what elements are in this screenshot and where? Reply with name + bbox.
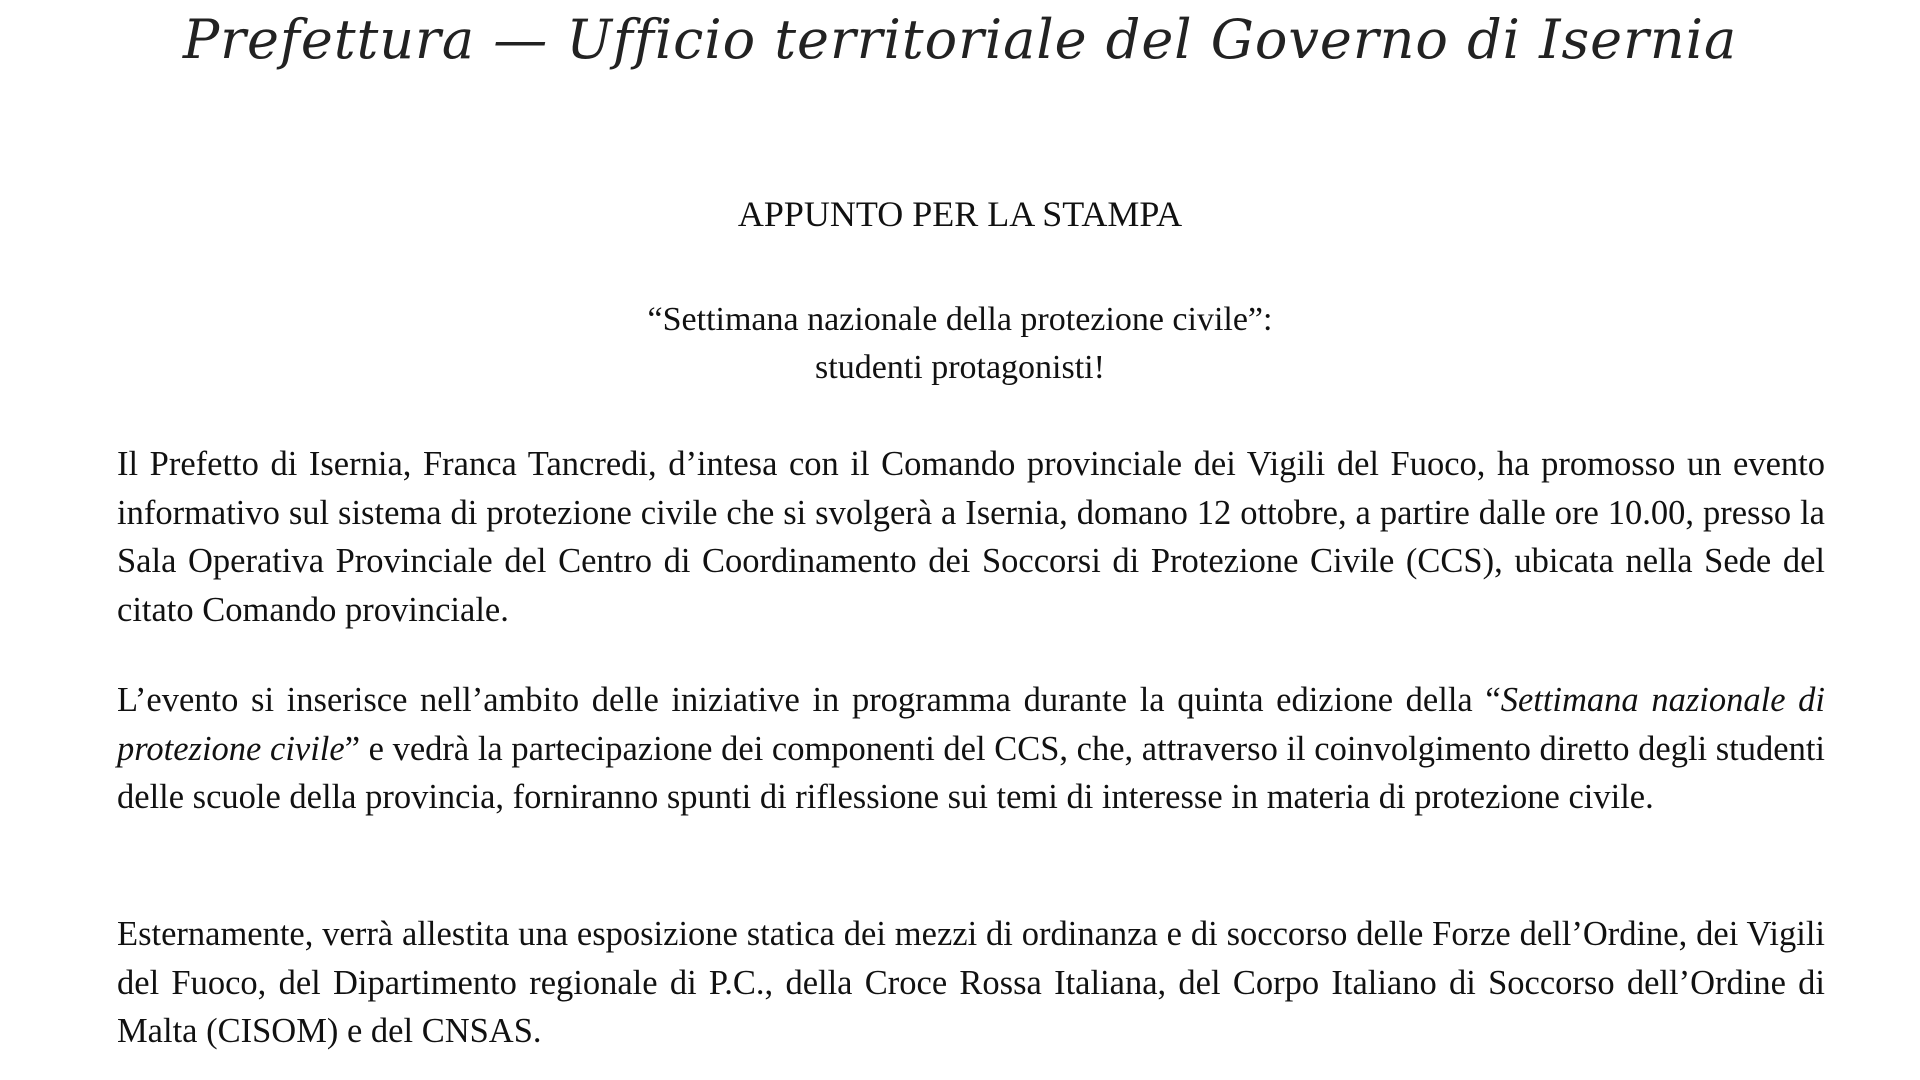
letterhead: Prefettura — Ufficio territoriale del Governo di Isernia [182, 8, 1738, 71]
paragraph-2 [117, 676, 1825, 822]
subject-heading [0, 296, 1920, 392]
paragraph-3: Esternamente, verrà allestita una esposizione statica dei mezzi di ordinanza e di soccorso delle Forze dell’Ordine, dei Vigili del Fuoco, del Dipartimento regionale di P.C., della Croce Rossa Italiana, del Corpo Italiano di Soccorso dell’Ordine di Malta (CISOM) e del CNSAS. [117, 915, 1825, 1050]
event-name-emphasis: Settimana nazionale di protezione civile [117, 681, 1825, 768]
subject-line-1: “Settimana nazionale della protezione civile”: [647, 301, 1273, 338]
paragraph-2-start: L’evento si inserisce nell’ambito delle iniziative in programma durante la quinta edizione della “ [117, 681, 1501, 719]
paragraph-1: Il Prefetto di Isernia, Franca Tancredi, d’intesa con il Comando provinciale dei Vigili del Fuoco, ha promosso un evento informativo sul sistema di protezione civile che si svolgerà a Isernia, domano 12 ottobre, a partire dalle ore 10.00, presso la Sala Operativa Provinciale del Centro di Coordinamento dei Soccorsi di Protezione Civile (CCS), ubicata nella Sede del citato Comando provinciale. [117, 445, 1825, 629]
document-title: APPUNTO PER LA STAMPA [737, 194, 1183, 234]
subject-line-2: studenti protagonisti! [815, 349, 1105, 386]
paragraph-2-end: ” e vedrà la partecipazione dei componenti del CCS, che, attraverso il coinvolgimento diretto degli studenti delle scuole della provincia, forniranno spunti di riflessione sui temi di interesse in materia di protezione civile. [117, 729, 1825, 816]
